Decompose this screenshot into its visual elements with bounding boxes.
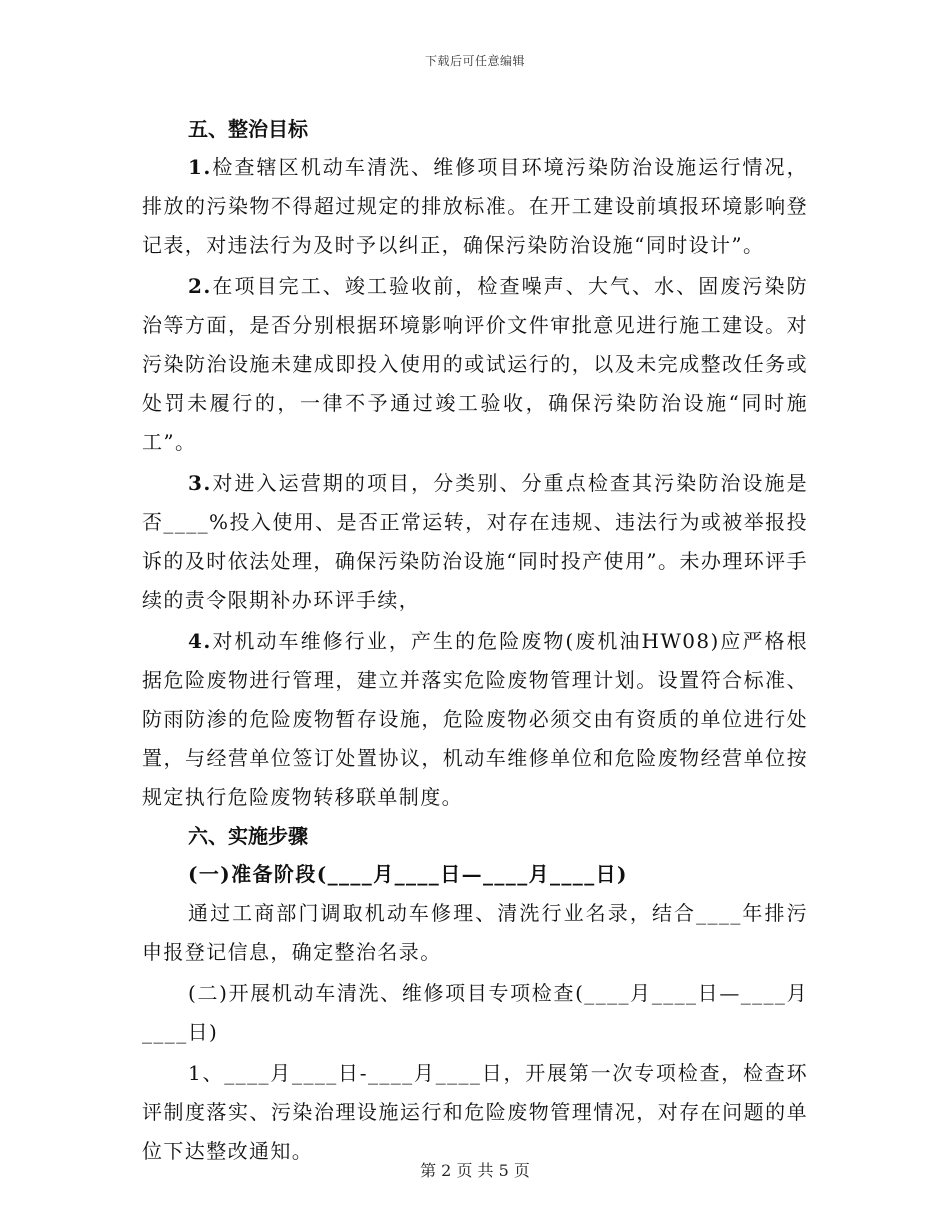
goal-item-2 xyxy=(142,267,808,462)
section-title-implementation-steps: 六、实施步骤 xyxy=(188,824,308,848)
phase-1-title: (一)准备阶段(____月____日—____月____日) xyxy=(188,862,628,886)
phase-1-text: 通过工商部门调取机动车修理、清洗行业名录，结合____年排污申报登记信息，确定整治名录。 xyxy=(142,901,808,964)
phase-2-step-1: 1、____月____日-____月____日，开展第一次专项检查，检查环评制度落实、污染治理设施运行和危险废物管理情况，对存在问题的单位下达整改通知。 xyxy=(142,1061,808,1163)
goal-item-text: 对进入运营期的项目，分类别、分重点检查其污染防治设施是否____%投入使用、是否正常运转，对存在违规、违法行为或被举报投诉的及时依法处理，确保污染防治设施“同时投产使用”。未办理环评手续的责令限期补办环评手续， xyxy=(142,471,808,612)
goal-item-number: 1. xyxy=(188,155,212,179)
goal-item-4 xyxy=(142,622,808,817)
goal-item-text: 在项目完工、竣工验收前，检查噪声、大气、水、固废污染防治等方面，是否分别根据环境影响评价文件审批意见进行施工建设。对污染防治设施未建成即投入使用的或试运行的，以及未完成整改任务或处罚未履行的，一律不予通过竣工验收，确保污染防治设施“同时施工”。 xyxy=(142,274,808,454)
goal-item-number: 3. xyxy=(188,471,212,495)
header-note: 下载后可任意编辑 xyxy=(424,54,525,68)
phase-2-title: (二)开展机动车清洗、维修项目专项检查(____月____日—____月____日) xyxy=(142,981,808,1044)
goal-item-3 xyxy=(142,464,808,620)
section-title-rectification-goals: 五、整治目标 xyxy=(188,117,308,141)
page-number: 第 2 页 共 5 页 xyxy=(420,1161,530,1180)
goal-item-text: 检查辖区机动车清洗、维修项目环境污染防治设施运行情况，排放的污染物不得超过规定的排放标准。在开工建设前填报环境影响登记表，对违法行为及时予以纠正，确保污染防治设施“同时设计”。 xyxy=(142,155,808,257)
goal-item-number: 4. xyxy=(188,629,212,653)
document-body xyxy=(142,110,808,1171)
goal-item-text: 对机动车维修行业，产生的危险废物(废机油HW08)应严格根据危险废物进行管理，建立并落实危险废物管理计划。设置符合标准、防雨防渗的危险废物暂存设施，危险废物必须交由有资质的单位进行处置，与经营单位签订处置协议，机动车维修单位和危险废物经营单位按规定执行危险废物转移联单制度。 xyxy=(142,629,808,809)
goal-item-1 xyxy=(142,148,808,265)
goal-item-number: 2. xyxy=(188,274,212,298)
